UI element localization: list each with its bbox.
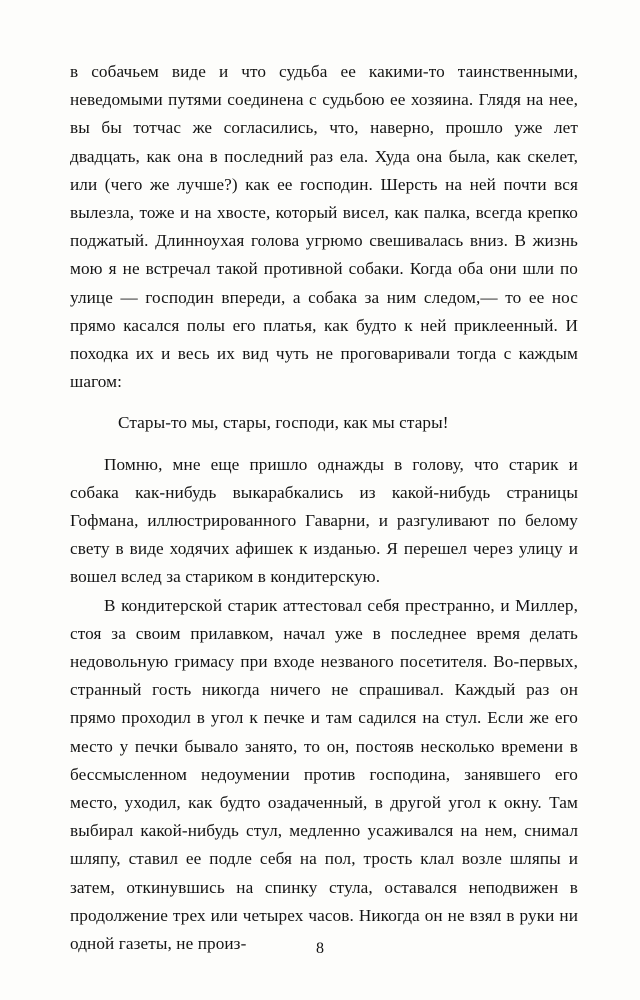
paragraph-continuation: в собачьем виде и что судьба ее какими-то таинственными, неведомыми путями соединена с судьбою ее хозяина. Глядя на нее, вы бы тотчас же согласились, что, наверно, прошло уже лет двадцать, как она в последний раз ела. Худа она была, как скелет, или (чего же лучше?) как ее господин. Шерсть на ней почти вся вылезла, тоже и на хвосте, который висел, как палка, всегда крепко поджатый. Длинноухая голова угрюмо свешивалась вниз. В жизнь мою я не встречал такой противной собаки. Когда оба они шли по улице — господин впереди, а собака за ним следом,— то ее нос прямо касался полы его платья, как будто к ней приклеенный. И походка их и весь их вид чуть не проговаривали тогда с каждым шагом:	[70, 62, 578, 392]
quoted-line: Стары-то мы, стары, господи, как мы стары!	[118, 413, 449, 433]
page-number: 8	[316, 940, 324, 957]
paragraph-2: Помню, мне еще пришло однажды в голову, что старик и собака как-нибудь выкарабкались из какой-нибудь страницы Гофмана, иллюстрированного Гаварни, и разгуливают по белому свету в виде ходячих афишек к изданью. Я перешел через улицу и вошел вслед за стариком в кондитерскую.	[70, 454, 578, 587]
page-body-text	[70, 58, 578, 958]
paragraph-3: В кондитерской старик аттестовал себя престранно, и Миллер, стоя за своим прилавком, начал уже в последнее время делать недовольную гримасу при входе незваного посетителя. Во-первых, странный гость никогда ничего не спрашивал. Каждый раз он прямо проходил в угол к печке и там садился на стул. Если же его место у печки бывало занято, то он, постояв несколько времени в бессмысленном недоумении против господина, занявшего его место, уходил, как будто озадаченный, в другой угол к окну. Там выбирал какой-нибудь стул, медленно усаживался на нем, снимал шляпу, ставил ее подле себя на пол, трость клал возле шляпы и затем, откинувшись на спинку стула, оставался неподвижен в продолжение трех или четырех часов. Никогда он не взял в руки ни одной газеты, не произ-	[70, 595, 578, 954]
